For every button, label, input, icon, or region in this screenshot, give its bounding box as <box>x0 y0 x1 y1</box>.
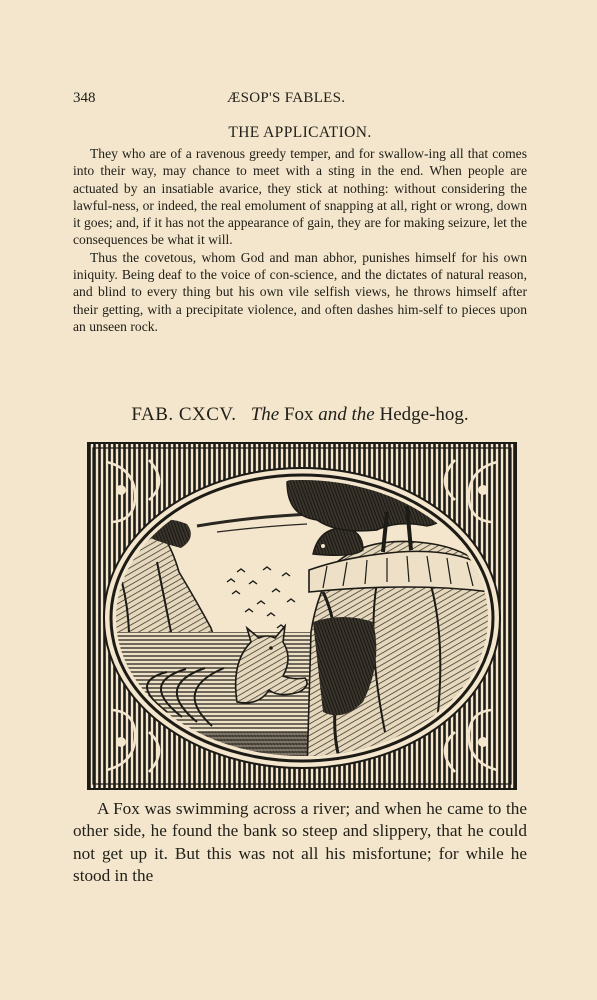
fable-paragraph: A Fox was swimming across a river; and when he came to the other side, he found the bank so steep and slippery, that he could not get up it. But this was not all his misfortune; for while he stood in the <box>73 799 527 885</box>
fable-title-word: the <box>351 404 375 425</box>
woodcut-illustration <box>87 442 517 790</box>
fable-title-word: Fox <box>283 404 314 425</box>
running-title: ÆSOP'S FABLES. <box>227 90 346 106</box>
fable-title-word: and <box>318 404 347 425</box>
application-paragraph: Thus the covetous, whom God and man abhor, punishes himself for his own iniquity. Being deaf to the voice of con-science, and the dictates of natural reason, and blind to every thing but his own vile selfish views, he throws himself after their getting, with a precipitate violence, and often dashes him-self to pieces upon an unseen rock. <box>73 249 527 334</box>
fable-heading <box>73 404 527 426</box>
application-title: THE APPLICATION. <box>228 124 372 141</box>
application-paragraph: They who are of a ravenous greedy temper, and for swallow-ing all that comes into their way, may chance to meet with a sting in the end. When people are actuated by an insatiable avarice, they stick at nothing: without considering the lawful-ness, or indeed, the real emolument of snapping at all, right or wrong, down it goes; and, if it has not the appearance of gain, they are for making seizure, let the consequences be what it will. <box>73 146 527 248</box>
page-number: 348 <box>73 90 96 106</box>
fable-number: FAB. CXCV. <box>131 404 237 425</box>
application-text <box>73 145 527 335</box>
fable-text <box>73 798 527 887</box>
fable-title-word: Hedge-hog. <box>379 404 469 425</box>
fable-title-word: The <box>250 404 280 425</box>
running-head <box>73 90 527 110</box>
